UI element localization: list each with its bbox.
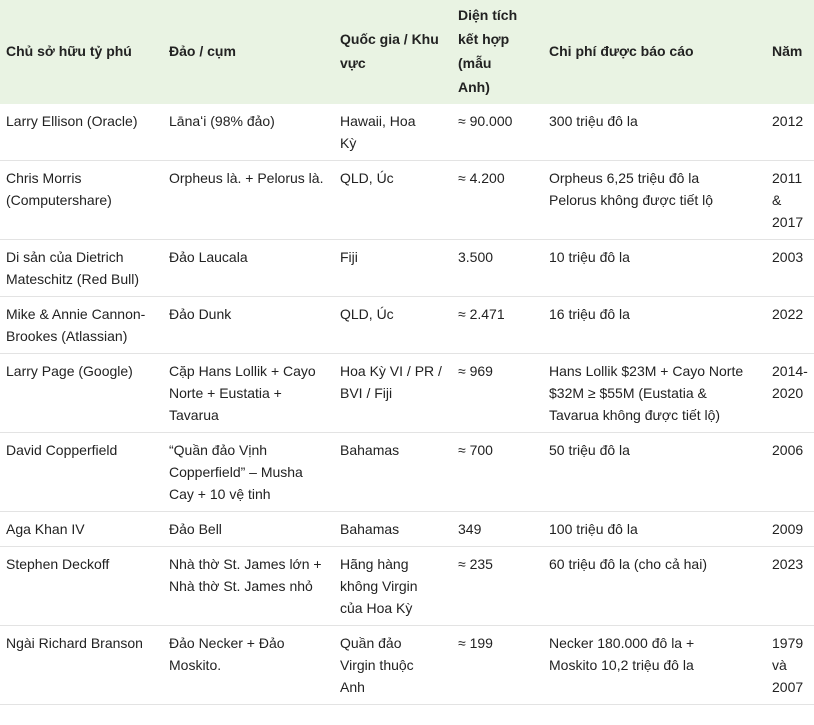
cell-cost: 50 triệu đô la bbox=[543, 433, 766, 512]
table-row bbox=[0, 161, 814, 240]
cell-island: Đảo Necker + Đảo Moskito. bbox=[163, 626, 334, 705]
cell-country: Fiji bbox=[334, 240, 452, 297]
cell-area: ≈ 4.200 bbox=[452, 161, 543, 240]
cell-area: ≈ 235 bbox=[452, 547, 543, 626]
cell-owner: Stephen Deckoff bbox=[0, 547, 163, 626]
cell-country: Bahamas bbox=[334, 512, 452, 547]
cell-year: 1979 và 2007 bbox=[766, 626, 814, 705]
cell-cost: 16 triệu đô la bbox=[543, 297, 766, 354]
cell-owner: Aga Khan IV bbox=[0, 512, 163, 547]
cell-area: ≈ 2.471 bbox=[452, 297, 543, 354]
header-area: Diện tích kết hợp (mẫu Anh) bbox=[458, 7, 518, 95]
table-body bbox=[0, 104, 814, 705]
cell-area: 349 bbox=[452, 512, 543, 547]
cell-country: Hoa Kỳ VI / PR / BVI / Fiji bbox=[334, 354, 452, 433]
cell-area: ≈ 90.000 bbox=[452, 104, 543, 161]
cell-island: Nhà thờ St. James lớn + Nhà thờ St. James nhỏ bbox=[163, 547, 334, 626]
table-row bbox=[0, 354, 814, 433]
cell-cost: Orpheus 6,25 triệu đô la Pelorus không được tiết lộ bbox=[543, 161, 766, 240]
table-header bbox=[0, 0, 814, 104]
cell-country: Bahamas bbox=[334, 433, 452, 512]
header-owner: Chủ sở hữu tỷ phú bbox=[6, 43, 132, 59]
cell-country: QLD, Úc bbox=[334, 297, 452, 354]
cell-cost: Hans Lollik $23M + Cayo Norte $32M ≥ $55M (Eustatia & Tavarua không được tiết lộ) bbox=[543, 354, 766, 433]
cell-year: 2012 bbox=[766, 104, 814, 161]
header-country: Quốc gia / Khu vực bbox=[340, 31, 439, 71]
cell-island: Đảo Dunk bbox=[163, 297, 334, 354]
cell-owner: Larry Ellison (Oracle) bbox=[0, 104, 163, 161]
cell-country: Hãng hàng không Virgin của Hoa Kỳ bbox=[334, 547, 452, 626]
cell-owner: Di sản của Dietrich Mateschitz (Red Bull) bbox=[0, 240, 163, 297]
cell-cost: 100 triệu đô la bbox=[543, 512, 766, 547]
header-island: Đảo / cụm bbox=[169, 43, 236, 59]
cell-island: Orpheus là. + Pelorus là. bbox=[163, 161, 334, 240]
table-row bbox=[0, 626, 814, 705]
cell-island: Lānaʻi (98% đảo) bbox=[163, 104, 334, 161]
cell-cost: 60 triệu đô la (cho cả hai) bbox=[543, 547, 766, 626]
cell-country: Hawaii, Hoa Kỳ bbox=[334, 104, 452, 161]
cell-year: 2022 bbox=[766, 297, 814, 354]
table-row bbox=[0, 297, 814, 354]
cell-year: 2014-2020 bbox=[766, 354, 814, 433]
cell-island: Đảo Bell bbox=[163, 512, 334, 547]
cell-area: ≈ 969 bbox=[452, 354, 543, 433]
cell-year: 2023 bbox=[766, 547, 814, 626]
cell-year: 2006 bbox=[766, 433, 814, 512]
cell-owner: Mike & Annie Cannon-Brookes (Atlassian) bbox=[0, 297, 163, 354]
cell-owner: Larry Page (Google) bbox=[0, 354, 163, 433]
cell-island: “Quần đảo Vịnh Copperfield” – Musha Cay + 10 vệ tinh bbox=[163, 433, 334, 512]
cell-cost: 300 triệu đô la bbox=[543, 104, 766, 161]
table-row bbox=[0, 433, 814, 512]
cell-island: Cặp Hans Lollik + Cayo Norte + Eustatia + Tavarua bbox=[163, 354, 334, 433]
cell-owner: Chris Morris (Computershare) bbox=[0, 161, 163, 240]
cell-owner: David Copperfield bbox=[0, 433, 163, 512]
cell-year: 2009 bbox=[766, 512, 814, 547]
cell-year: 2003 bbox=[766, 240, 814, 297]
table-row bbox=[0, 547, 814, 626]
cell-country: Quần đảo Virgin thuộc Anh bbox=[334, 626, 452, 705]
table-row bbox=[0, 512, 814, 547]
cell-island: Đảo Laucala bbox=[163, 240, 334, 297]
cell-cost: 10 triệu đô la bbox=[543, 240, 766, 297]
cell-area: ≈ 700 bbox=[452, 433, 543, 512]
cell-owner: Ngài Richard Branson bbox=[0, 626, 163, 705]
cell-area: 3.500 bbox=[452, 240, 543, 297]
table-row bbox=[0, 104, 814, 161]
cell-year: 2011 & 2017 bbox=[766, 161, 814, 240]
header-row bbox=[0, 0, 814, 104]
cell-area: ≈ 199 bbox=[452, 626, 543, 705]
header-cost: Chi phí được báo cáo bbox=[549, 43, 694, 59]
table-row bbox=[0, 240, 814, 297]
cell-cost: Necker 180.000 đô la + Moskito 10,2 triệu đô la bbox=[543, 626, 766, 705]
cell-country: QLD, Úc bbox=[334, 161, 452, 240]
header-year: Năm bbox=[772, 43, 803, 59]
